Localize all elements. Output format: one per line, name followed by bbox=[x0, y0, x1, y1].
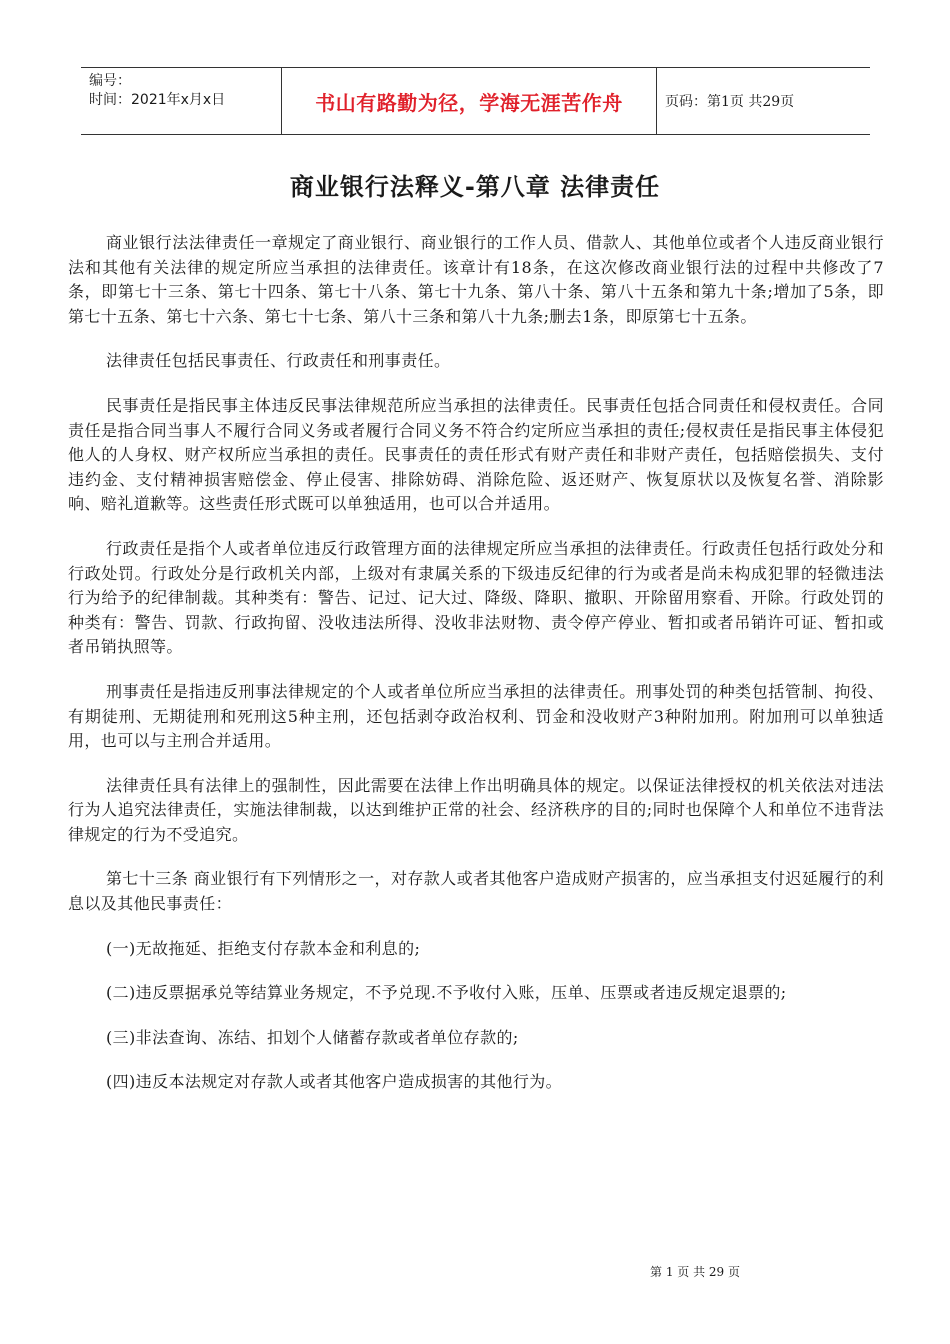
number-label: 编号： bbox=[89, 73, 131, 89]
document-title: 商业银行法释义-第八章 法律责任 bbox=[289, 173, 661, 201]
paragraph: 法律责任包括民事责任、行政责任和刑事责任。 bbox=[106, 351, 451, 371]
footer-page-number: 第 1 页 共 29 页 bbox=[650, 1265, 740, 1279]
paragraph: 刑事责任是指违反刑事法律规定的个人或者单位所应当承担的法律责任。刑事处罚的种类包括管制、拘役、有期徒刑、无期徒刑和死刑这5种主刑，还包括剥夺政治权利、罚金和没收财产3种附加刑。附加刑可以单独适用，也可以与主刑合并适用。 bbox=[68, 681, 884, 751]
page-info: 页码：第1页 共29页 bbox=[665, 94, 795, 110]
document-body bbox=[68, 231, 884, 1115]
header-motto-cell bbox=[282, 68, 657, 134]
paragraph: 民事责任是指民事主体违反民事法律规范所应当承担的法律责任。民事责任包括合同责任和侵权责任。合同责任是指合同当事人不履行合同义务或者履行合同义务不符合约定所应当承担的责任;侵权责任是指民事主体侵犯他人的人身权、财产权所应当承担的责任。民事责任的责任形式有财产责任和非财产责任，包括赔偿损失、支付违约金、支付精神损害赔偿金、停止侵害、排除妨碍、消除危险、返还财产、恢复原状以及恢复名誉、消除影响、赔礼道歉等。这些责任形式既可以单独适用，也可以合并适用。 bbox=[68, 395, 884, 514]
page-footer bbox=[0, 1263, 950, 1280]
paragraph: (二)违反票据承兑等结算业务规定，不予兑现.不予收付入账，压单、压票或者违反规定退票的; bbox=[106, 983, 787, 1003]
paragraph: (四)违反本法规定对存款人或者其他客户造成损害的其他行为。 bbox=[106, 1072, 563, 1092]
motto-text: 书山有路勤为径，学海无涯苦作舟 bbox=[315, 90, 623, 115]
paragraph: 法律责任具有法律上的强制性，因此需要在法律上作出明确具体的规定。以保证法律授权的机关依法对违法行为人追究法律责任，实施法律制裁，以达到维护正常的社会、经济秩序的目的;同时也保障个人和单位不违背法律规定的行为不受追究。 bbox=[68, 775, 884, 844]
header-page-cell bbox=[657, 68, 870, 134]
paragraph: (一)无故拖延、拒绝支付存款本金和利息的; bbox=[106, 938, 421, 958]
paragraph: (三)非法查询、冻结、扣划个人储蓄存款或者单位存款的; bbox=[106, 1027, 519, 1047]
paragraph: 第七十三条 商业银行有下列情形之一，对存款人或者其他客户造成财产损害的，应当承担支付迟延履行的利息以及其他民事责任： bbox=[68, 869, 884, 914]
header-meta-cell bbox=[81, 68, 282, 134]
date-label: 时间：2021年x月x日 bbox=[89, 92, 226, 108]
paragraph: 行政责任是指个人或者单位违反行政管理方面的法律规定所应当承担的法律责任。行政责任包括行政处分和行政处罚。行政处分是行政机关内部，上级对有隶属关系的下级违反纪律的行为或者是尚未构成犯罪的轻微违法行为给予的纪律制裁。其种类有：警告、记过、记大过、降级、降职、撤职、开除留用察看、开除。行政处罚的种类有：警告、罚款、行政拘留、没收违法所得、没收非法财物、责令停产停业、暂扣或者吊销许可证、暂扣或者吊销执照等。 bbox=[68, 538, 884, 657]
paragraph: 商业银行法法律责任一章规定了商业银行、商业银行的工作人员、借款人、其他单位或者个人违反商业银行法和其他有关法律的规定所应当承担的法律责任。该章计有18条，在这次修改商业银行法的过程中共修改了7条，即第七十三条、第七十四条、第七十八条、第七十九条、第八十条、第八十五条和第九十条;增加了5条，即第七十五条、第七十六条、第七十七条、第八十三条和第八十九条;删去1条，即原第七十五条。 bbox=[68, 233, 884, 326]
header-table bbox=[81, 67, 870, 135]
